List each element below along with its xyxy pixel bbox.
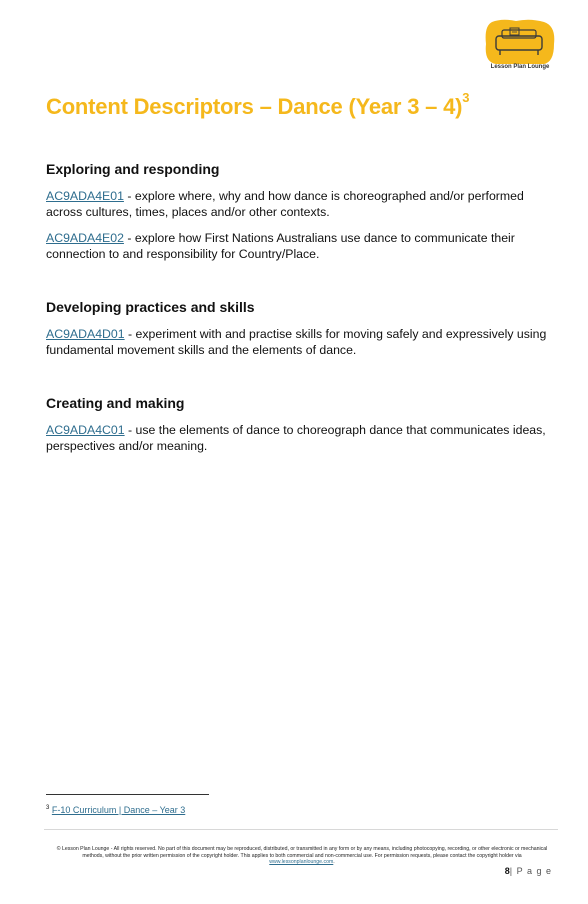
copyright-notice [50,846,554,866]
descriptor-item [46,326,558,358]
section-heading-developing: Developing practices and skills [46,299,255,315]
section-heading-exploring: Exploring and responding [46,161,220,177]
footnote-number: 3 [46,805,50,811]
logo-caption: Lesson Plan Lounge [490,64,550,70]
section-heading-creating: Creating and making [46,395,185,411]
page-number [505,866,552,876]
footnote [46,805,185,815]
footnote-link[interactable]: F-10 Curriculum | Dance – Year 3 [51,805,186,815]
page-title-text: Content Descriptors – Dance (Year 3 – 4) [46,94,463,119]
descriptor-text: - experiment with and practise skills for moving safely and expressively using fundamental movement skills and the elements of dance. [46,327,547,357]
footnote-divider [46,794,209,795]
descriptor-text: - use the elements of dance to choreograph dance that communicates ideas, perspectives and/or meaning. [46,423,546,453]
descriptor-code-link[interactable]: AC9ADA4E02 [46,231,124,245]
page-number-value: 8 [504,866,510,876]
copyright-text: © Lesson Plan Lounge - All rights reserved. No part of this document may be reproduced, distributed, or transmitted in any form or by any means, including photocopying, recording, or other electronic or mechanical methods, without the prior written permission of the copyright holder. This applies to both commercial and non-commercial use. For permission requests, please contact the copyright holder via [56,846,548,859]
descriptor-code-link[interactable]: AC9ADA4E01 [46,189,124,203]
copyright-end: . [333,859,335,866]
page-number-label: | P a g e [509,866,552,876]
descriptor-code-link[interactable]: AC9ADA4D01 [46,327,125,341]
page-title [46,90,470,120]
descriptor-item [46,230,558,262]
website-link[interactable]: www.lessonplanlounge.com [269,859,334,866]
descriptor-text: - explore where, why and how dance is choreographed and/or performed across cultures, times, places and/or other contexts. [46,189,524,219]
title-footnote-ref[interactable]: 3 [462,90,470,105]
descriptor-code-link[interactable]: AC9ADA4C01 [46,423,125,437]
descriptor-item [46,188,558,220]
descriptor-text: - explore how First Nations Australians use dance to communicate their connection to and responsibility for Country/Place. [46,231,515,261]
descriptor-item [46,422,558,454]
footer-divider [44,829,558,830]
